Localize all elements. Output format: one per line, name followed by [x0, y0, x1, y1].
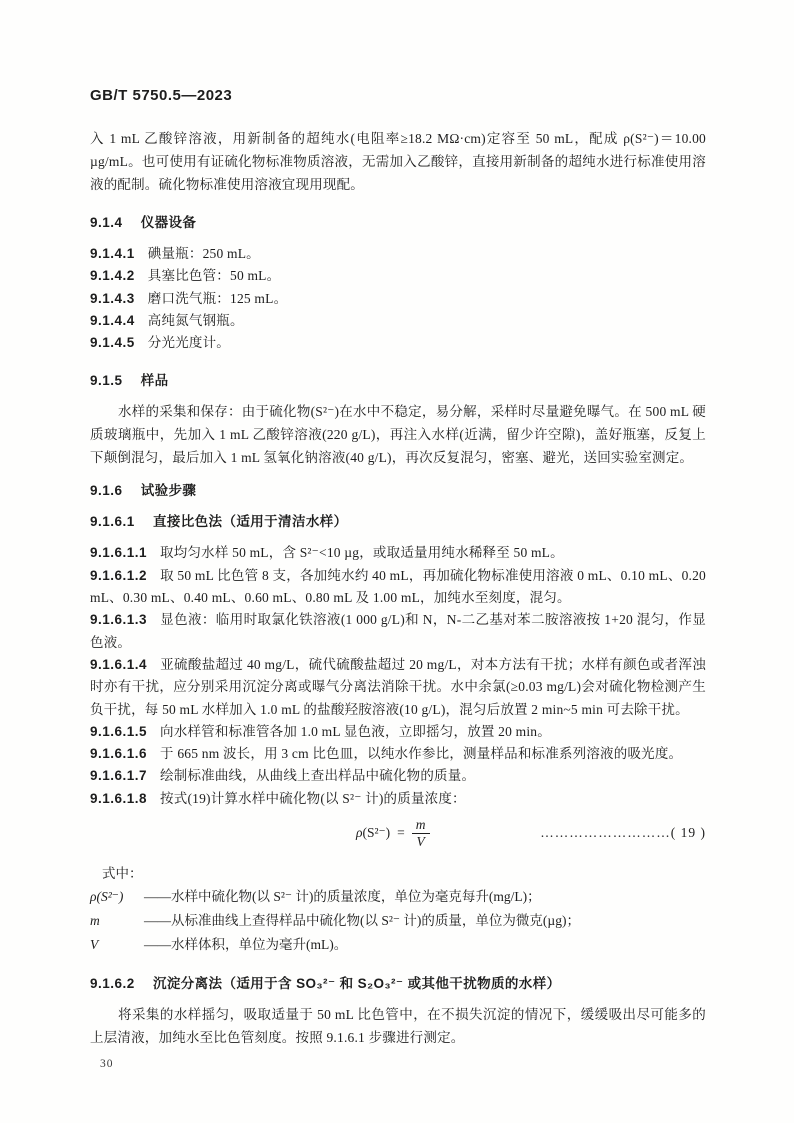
- clause-number: 9.1.4.5: [90, 335, 135, 351]
- clause-text: 分光光度计。: [147, 335, 230, 351]
- section-heading-9-1-5: [90, 372, 706, 390]
- clause-text: 显色液：临用时取氯化铁溶液(1 000 g/L)和 N，N-二乙基对苯二胺溶液按 1+20 混匀，作显色液。: [90, 612, 706, 650]
- clause-9-1-6-1-2: [90, 565, 706, 610]
- clause-text: 绘制标准曲线，从曲线上查出样品中硫化物的质量。: [160, 768, 476, 784]
- clause-9-1-6-1-5: [90, 721, 706, 743]
- clause-text: 磨口洗气瓶：125 mL。: [147, 290, 288, 306]
- section-title: 沉淀分离法（适用于含 SO₃²⁻ 和 S₂O₃²⁻ 或其他干扰物质的水样）: [152, 976, 561, 992]
- page-number: 30: [100, 1058, 114, 1071]
- procedure-clauses: [90, 542, 706, 810]
- clause-text: 向水样管和标准管各加 1.0 mL 显色液，立即摇匀，放置 20 min。: [160, 723, 551, 739]
- clause-number: 9.1.4.2: [90, 268, 135, 284]
- definition-m: [90, 909, 706, 933]
- definition-text: ——水样体积，单位为毫升(mL)。: [144, 937, 348, 953]
- clause-text: 于 665 nm 波长，用 3 cm 比色皿，以纯水作参比，测量样品和标准系列溶液的吸光度。: [160, 746, 683, 762]
- lhs-argument: (S²⁻): [362, 825, 391, 841]
- equation-number: ( 19 ): [670, 825, 706, 841]
- clause-number: 9.1.4.3: [90, 290, 135, 306]
- clause-9-1-6-1-8: [90, 788, 706, 810]
- clause-9-1-6-1-6: [90, 743, 706, 765]
- clause-text: 高纯氮气钢瓶。: [147, 312, 244, 328]
- clause-9-1-4-1: [90, 243, 706, 265]
- symbol-definitions: [90, 885, 706, 957]
- fraction-denominator: V: [416, 833, 425, 849]
- rho-symbol: ρ: [356, 825, 363, 841]
- definition-symbol: ρ(S²⁻): [90, 889, 124, 905]
- clause-9-1-4-4: [90, 310, 706, 332]
- section-heading-9-1-6: [90, 482, 706, 500]
- clause-number: 9.1.4.4: [90, 312, 135, 328]
- clause-text: 亚硫酸盐超过 40 mg/L，硫代硫酸盐超过 20 mg/L，对本方法有干扰；水样有颜色或者浑浊时亦有干扰，应分别采用沉淀分离或曝气分离法消除干扰。水中余氯(≥0.03 mg/L)会对硫化物检测产生负干扰，每 50 mL 水样加入 1.0 mL 的盐酸羟胺溶液(10 g/L)，混匀后放置 2 min~5 min 可去除干扰。: [90, 656, 706, 717]
- equipment-list: [90, 243, 706, 354]
- clause-number: 9.1.6.1.2: [90, 567, 148, 583]
- where-clause-lead: 式中：: [102, 866, 143, 882]
- clause-number: 9.1.6.1.7: [90, 768, 148, 784]
- intro-paragraph: 入 1 mL 乙酸锌溶液，用新制备的超纯水(电阻率≥18.2 MΩ·cm)定容至 50 mL，配成 ρ(S²⁻)＝10.00 µg/mL。也可使用有证硫化物标准物质溶液，无需加入乙酸锌，直接用新制备的超纯水进行标准使用溶液的配制。硫化物标准使用溶液宜现用现配。: [90, 131, 706, 192]
- precipitation-method-paragraph: 将采集的水样摇匀，吸取适量于 50 mL 比色管中，在不损失沉淀的情况下，缓缓吸出尽可能多的上层清液，加纯水至比色管刻度。按照 9.1.6.1 步骤进行测定。: [90, 1007, 706, 1046]
- leader-dots: ………………………: [540, 825, 671, 841]
- section-number: 9.1.4: [90, 215, 123, 230]
- equation-leader-dots: [540, 825, 706, 841]
- clause-9-1-4-3: [90, 288, 706, 310]
- clause-9-1-4-5: [90, 332, 706, 354]
- section-heading-9-1-6-2: [90, 975, 706, 993]
- section-heading-9-1-6-1: [90, 513, 706, 531]
- clause-number: 9.1.6.1.3: [90, 612, 148, 628]
- section-heading-9-1-4: [90, 214, 706, 232]
- clause-9-1-6-1-1: [90, 542, 706, 564]
- clause-9-1-6-1-7: [90, 765, 706, 787]
- equation-19: [90, 815, 706, 851]
- section-number: 9.1.6.2: [90, 976, 135, 992]
- section-title: 直接比色法（适用于清洁水样）: [152, 514, 348, 530]
- clause-9-1-4-2: [90, 265, 706, 287]
- clause-text: 碘量瓶：250 mL。: [147, 246, 260, 261]
- definition-text: ——从标准曲线上查得样品中硫化物(以 S²⁻ 计)的质量，单位为微克(µg)；: [144, 913, 580, 929]
- equals-sign: =: [397, 825, 405, 841]
- clause-text: 具塞比色管：50 mL。: [147, 268, 281, 284]
- clause-text: 取 50 mL 比色管 8 支，各加纯水约 40 mL，再加硫化物标准使用溶液 0 mL、0.10 mL、0.20 mL、0.30 mL、0.40 mL、0.60 mL、0.80 mL 及 1.00 mL，加纯水至刻度，混匀。: [90, 567, 706, 606]
- clause-number: 9.1.6.1.6: [90, 746, 148, 762]
- section-number: 9.1.6: [90, 483, 123, 499]
- clause-number: 9.1.6.1.8: [90, 790, 148, 806]
- definition-symbol: m: [90, 913, 100, 929]
- clause-9-1-6-1-3: [90, 609, 706, 654]
- section-number: 9.1.6.1: [90, 514, 135, 530]
- clause-text: 按式(19)计算水样中硫化物(以 S²⁻ 计)的质量浓度：: [160, 790, 466, 806]
- definition-text: ——水样中硫化物(以 S²⁻ 计)的质量浓度，单位为毫克每升(mg/L)；: [144, 889, 541, 905]
- section-title: 试验步骤: [140, 483, 197, 499]
- clause-number: 9.1.6.1.5: [90, 723, 148, 739]
- sample-paragraph: 水样的采集和保存：由于硫化物(S²⁻)在水中不稳定，易分解，采样时尽量避免曝气。在 500 mL 硬质玻璃瓶中，先加入 1 mL 乙酸锌溶液(220 g/L)，再注入水样(近满，留少许空隙)，盖好瓶塞，反复上下颠倒混匀，最后加入 1 mL 氢氧化钠溶液(40 g/L)，再次反复混匀，密塞、避光，送回实验室测定。: [90, 404, 706, 466]
- clause-text: 取均匀水样 50 mL，含 S²⁻<10 µg，或取适量用纯水稀释至 50 mL。: [160, 545, 564, 561]
- section-title: 样品: [140, 373, 169, 389]
- clause-number: 9.1.6.1.1: [90, 545, 148, 561]
- fraction-numerator: m: [412, 817, 430, 834]
- definition-rho: [90, 885, 706, 909]
- clause-number: 9.1.4.1: [90, 246, 135, 261]
- equation-expression: [356, 817, 430, 850]
- standard-number-header: GB/T 5750.5—2023: [90, 87, 233, 104]
- definition-v: [90, 933, 706, 957]
- fraction: [412, 817, 430, 850]
- clause-9-1-6-1-4: [90, 654, 706, 721]
- section-number: 9.1.5: [90, 373, 123, 389]
- section-title: 仪器设备: [140, 215, 197, 230]
- definition-symbol: V: [90, 937, 99, 953]
- clause-number: 9.1.6.1.4: [90, 656, 148, 672]
